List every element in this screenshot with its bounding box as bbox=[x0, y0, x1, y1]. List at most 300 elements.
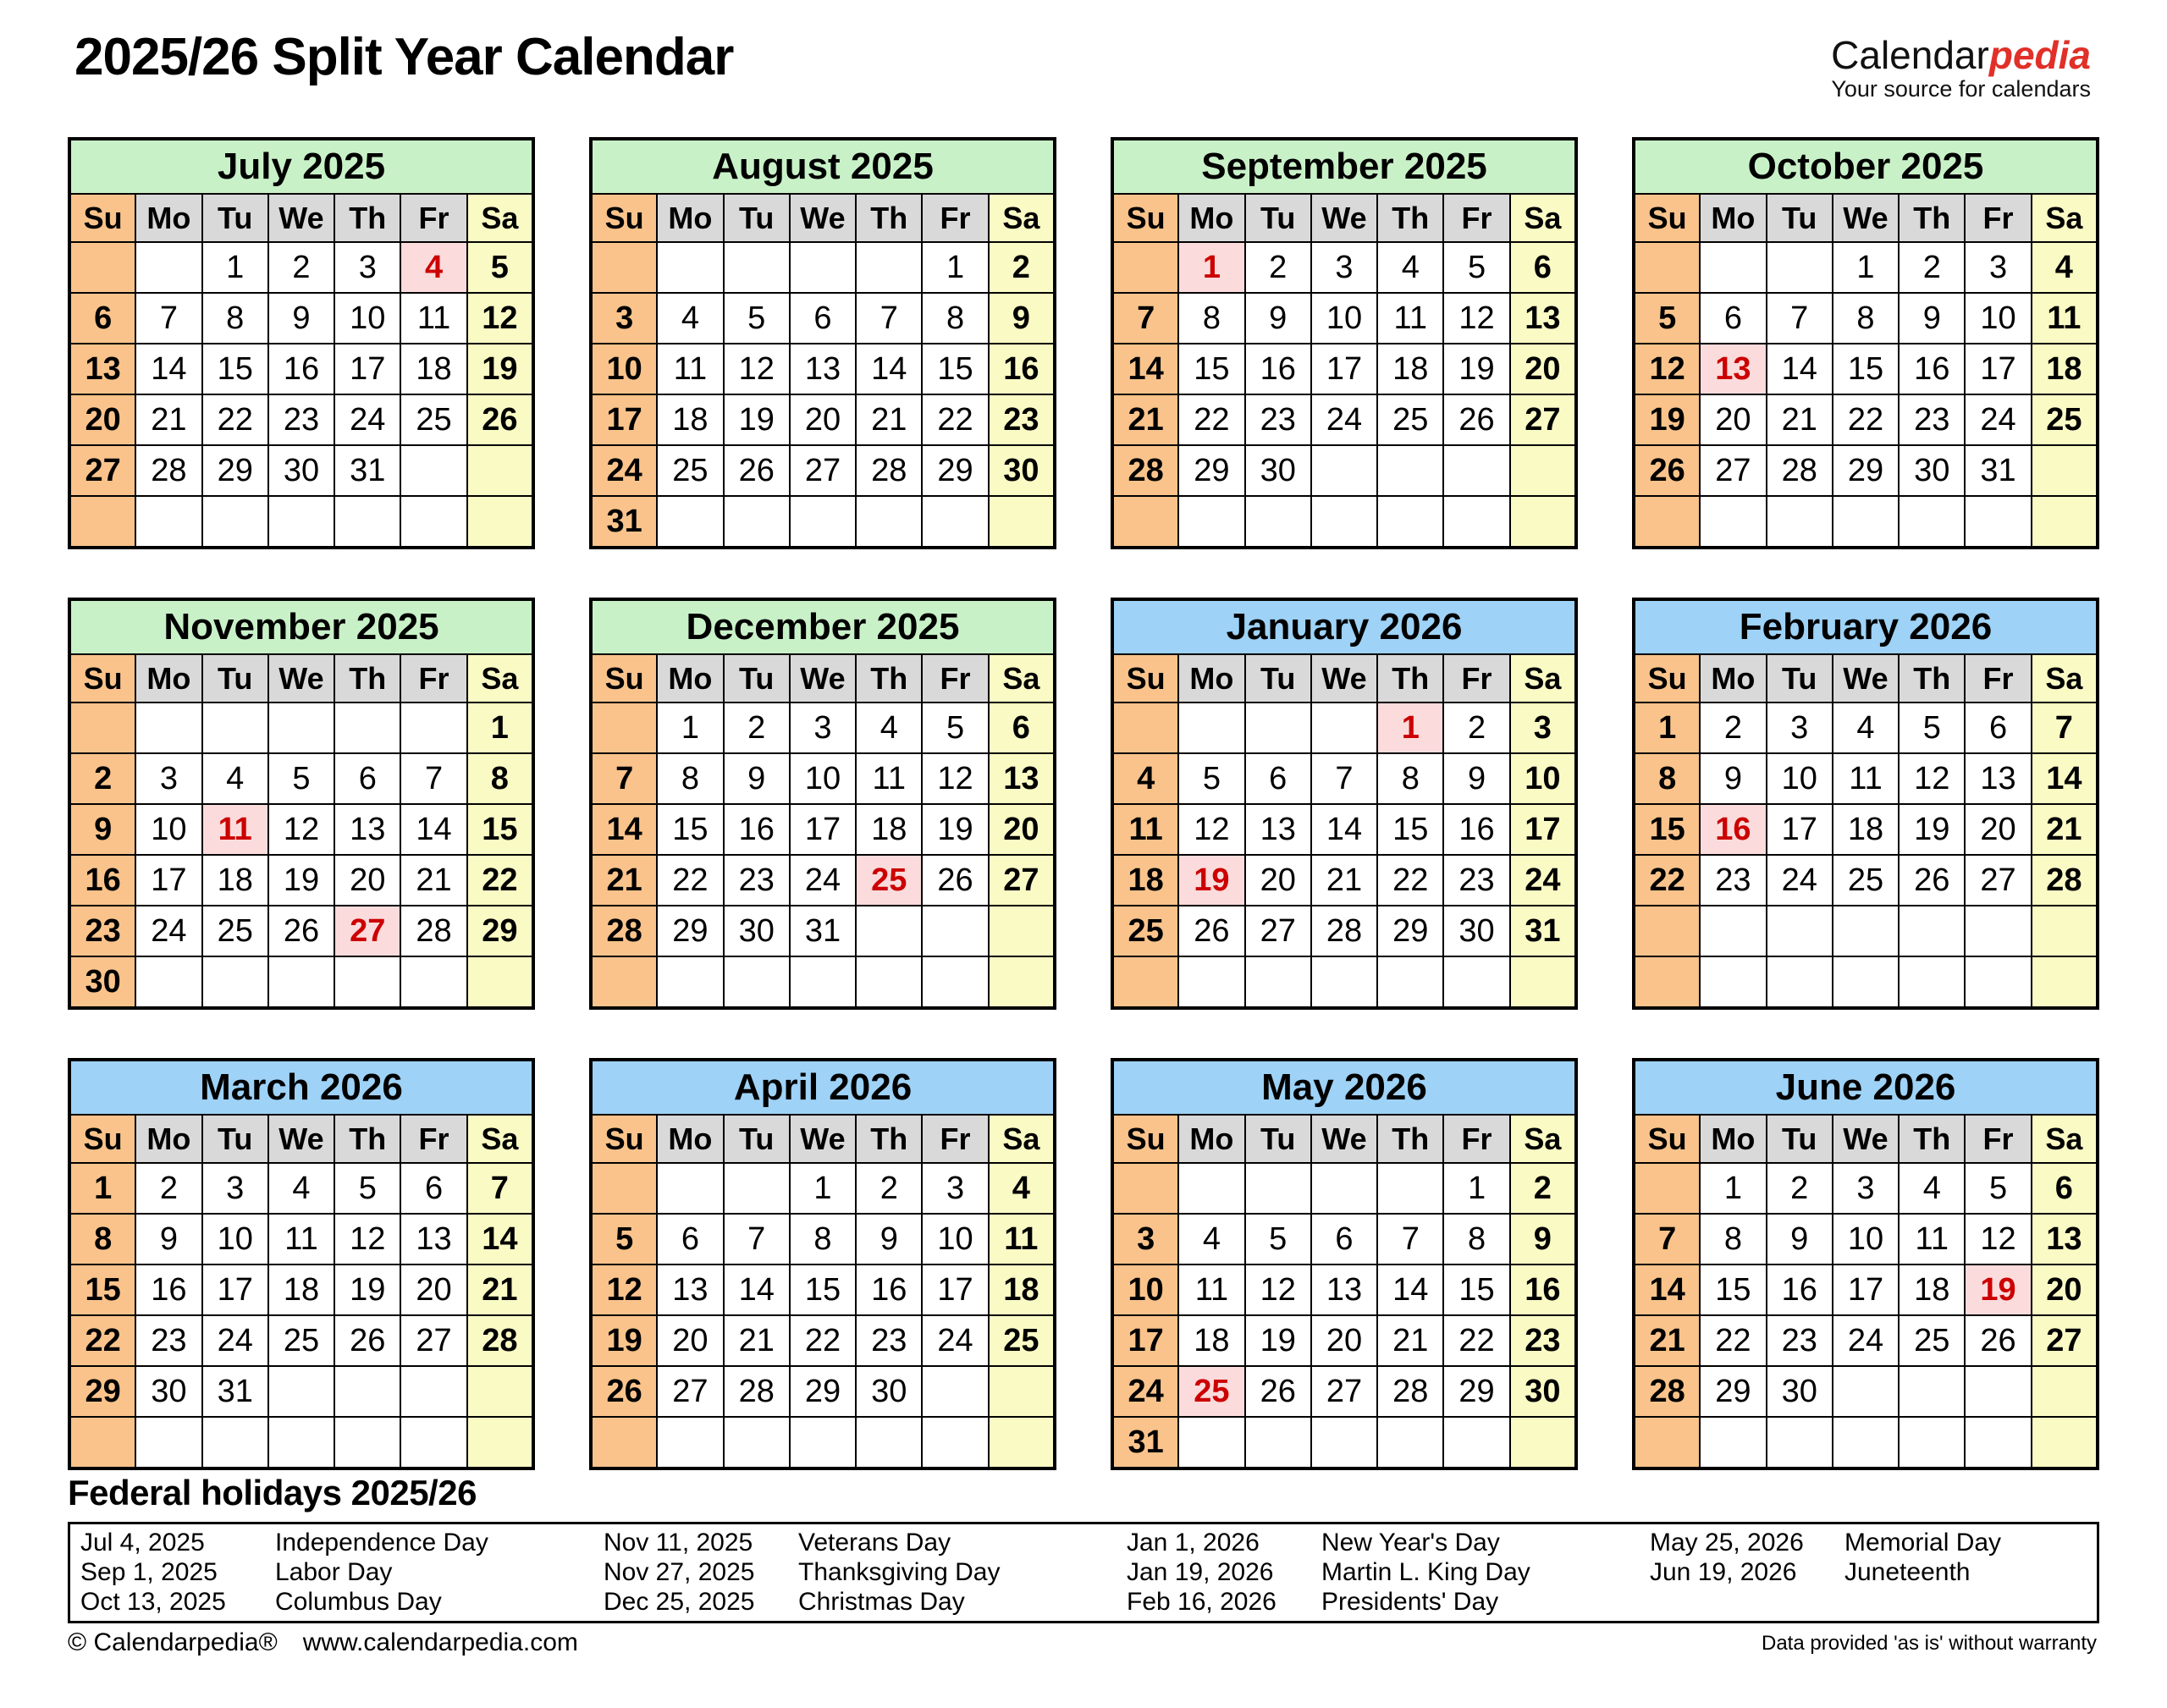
week-row bbox=[1634, 1264, 2098, 1315]
day-cell: 11 bbox=[1377, 293, 1443, 344]
empty-day-cell bbox=[400, 496, 466, 548]
empty-day-cell bbox=[2032, 956, 2098, 1008]
day-header-sa: Sa bbox=[2032, 654, 2098, 702]
empty-day-cell bbox=[202, 956, 268, 1008]
day-cell: 25 bbox=[2032, 394, 2098, 445]
day-cell: 14 bbox=[591, 804, 657, 855]
day-cell: 2 bbox=[989, 242, 1055, 293]
day-cell: 25 bbox=[1899, 1315, 1965, 1366]
empty-day-cell bbox=[1767, 956, 1833, 1008]
day-header-th: Th bbox=[1377, 194, 1443, 242]
empty-day-cell bbox=[2032, 496, 2098, 548]
month-title: July 2025 bbox=[69, 139, 533, 194]
day-cell: 1 bbox=[1377, 702, 1443, 753]
day-cell: 26 bbox=[1245, 1366, 1311, 1417]
week-row bbox=[591, 1214, 1055, 1264]
empty-day-cell bbox=[1245, 1417, 1311, 1468]
day-cell: 15 bbox=[1377, 804, 1443, 855]
day-cell: 3 bbox=[202, 1163, 268, 1214]
day-cell: 4 bbox=[1178, 1214, 1244, 1264]
day-cell: 25 bbox=[989, 1315, 1055, 1366]
empty-day-cell bbox=[1377, 1163, 1443, 1214]
empty-day-cell bbox=[1833, 956, 1899, 1008]
day-header-mo: Mo bbox=[657, 654, 723, 702]
day-cell: 17 bbox=[922, 1264, 988, 1315]
day-cell: 12 bbox=[922, 753, 988, 804]
day-cell: 17 bbox=[1311, 344, 1377, 394]
week-row bbox=[69, 394, 533, 445]
week-row bbox=[69, 445, 533, 496]
day-cell: 24 bbox=[790, 855, 856, 906]
day-cell: 7 bbox=[2032, 702, 2098, 753]
empty-day-cell bbox=[1965, 1366, 2031, 1417]
day-cell: 27 bbox=[1245, 906, 1311, 956]
day-cell: 22 bbox=[657, 855, 723, 906]
week-row bbox=[1634, 344, 2098, 394]
day-cell: 26 bbox=[1899, 855, 1965, 906]
empty-day-cell bbox=[1443, 445, 1509, 496]
empty-day-cell bbox=[268, 496, 334, 548]
day-cell: 18 bbox=[1833, 804, 1899, 855]
day-header-su: Su bbox=[591, 1115, 657, 1163]
day-cell: 29 bbox=[790, 1366, 856, 1417]
day-cell: 10 bbox=[334, 293, 400, 344]
day-cell: 9 bbox=[1245, 293, 1311, 344]
day-cell: 8 bbox=[202, 293, 268, 344]
day-header-row bbox=[1112, 194, 1576, 242]
day-cell: 15 bbox=[922, 344, 988, 394]
empty-day-cell bbox=[1767, 1417, 1833, 1468]
empty-day-cell bbox=[856, 956, 922, 1008]
empty-day-cell bbox=[591, 956, 657, 1008]
empty-day-cell bbox=[790, 956, 856, 1008]
day-cell: 4 bbox=[2032, 242, 2098, 293]
day-cell: 28 bbox=[1377, 1366, 1443, 1417]
day-cell: 24 bbox=[591, 445, 657, 496]
day-cell: 31 bbox=[1965, 445, 2031, 496]
day-cell: 2 bbox=[1767, 1163, 1833, 1214]
day-cell: 30 bbox=[268, 445, 334, 496]
empty-day-cell bbox=[334, 496, 400, 548]
day-cell: 29 bbox=[922, 445, 988, 496]
empty-day-cell bbox=[989, 906, 1055, 956]
day-cell: 18 bbox=[1377, 344, 1443, 394]
day-cell: 5 bbox=[922, 702, 988, 753]
empty-day-cell bbox=[724, 1163, 790, 1214]
day-cell: 3 bbox=[1965, 242, 2031, 293]
day-cell: 23 bbox=[724, 855, 790, 906]
day-cell: 20 bbox=[69, 394, 135, 445]
empty-day-cell bbox=[1634, 496, 1700, 548]
day-header-mo: Mo bbox=[135, 1115, 201, 1163]
day-header-sa: Sa bbox=[2032, 1115, 2098, 1163]
day-cell: 6 bbox=[989, 702, 1055, 753]
month-calendar bbox=[68, 1058, 535, 1470]
day-header-su: Su bbox=[69, 654, 135, 702]
day-cell: 30 bbox=[856, 1366, 922, 1417]
empty-day-cell bbox=[989, 496, 1055, 548]
day-cell: 15 bbox=[202, 344, 268, 394]
day-cell: 8 bbox=[1634, 753, 1700, 804]
day-header-mo: Mo bbox=[135, 654, 201, 702]
months-grid bbox=[68, 137, 2099, 1470]
day-header-sa: Sa bbox=[989, 194, 1055, 242]
day-cell: 30 bbox=[1245, 445, 1311, 496]
week-row bbox=[1634, 956, 2098, 1008]
empty-day-cell bbox=[334, 956, 400, 1008]
day-cell: 16 bbox=[856, 1264, 922, 1315]
day-cell: 2 bbox=[724, 702, 790, 753]
empty-day-cell bbox=[268, 1417, 334, 1468]
day-cell: 31 bbox=[202, 1366, 268, 1417]
day-cell: 24 bbox=[1510, 855, 1576, 906]
day-header-tu: Tu bbox=[724, 654, 790, 702]
day-cell: 30 bbox=[1443, 906, 1509, 956]
week-row bbox=[69, 702, 533, 753]
empty-day-cell bbox=[1443, 956, 1509, 1008]
holiday-date: Oct 13, 2025 bbox=[80, 1588, 226, 1617]
holiday-date: May 25, 2026 bbox=[1650, 1528, 1804, 1556]
empty-day-cell bbox=[1178, 1163, 1244, 1214]
empty-day-cell bbox=[591, 1163, 657, 1214]
day-cell: 19 bbox=[334, 1264, 400, 1315]
day-header-we: We bbox=[790, 654, 856, 702]
empty-day-cell bbox=[2032, 1366, 2098, 1417]
empty-day-cell bbox=[2032, 1417, 2098, 1468]
day-header-su: Su bbox=[1112, 654, 1178, 702]
empty-day-cell bbox=[922, 496, 988, 548]
day-cell: 1 bbox=[467, 702, 533, 753]
month-calendar bbox=[1111, 598, 1578, 1010]
day-cell: 21 bbox=[135, 394, 201, 445]
month-title: November 2025 bbox=[69, 599, 533, 654]
day-cell: 9 bbox=[1767, 1214, 1833, 1264]
empty-day-cell bbox=[1634, 906, 1700, 956]
day-cell: 16 bbox=[1510, 1264, 1576, 1315]
day-cell: 11 bbox=[1178, 1264, 1244, 1315]
day-cell: 17 bbox=[202, 1264, 268, 1315]
empty-day-cell bbox=[856, 496, 922, 548]
day-cell: 18 bbox=[856, 804, 922, 855]
day-cell: 6 bbox=[2032, 1163, 2098, 1214]
day-cell: 27 bbox=[69, 445, 135, 496]
day-header-fr: Fr bbox=[1965, 194, 2031, 242]
empty-day-cell bbox=[268, 1366, 334, 1417]
day-cell: 14 bbox=[724, 1264, 790, 1315]
week-row bbox=[591, 804, 1055, 855]
day-header-su: Su bbox=[69, 194, 135, 242]
day-cell: 12 bbox=[1245, 1264, 1311, 1315]
day-header-mo: Mo bbox=[1700, 194, 1766, 242]
empty-day-cell bbox=[467, 1366, 533, 1417]
day-header-we: We bbox=[790, 1115, 856, 1163]
footer-disclaimer: Data provided 'as is' without warranty bbox=[1761, 1632, 2097, 1655]
week-row bbox=[591, 753, 1055, 804]
day-header-tu: Tu bbox=[202, 1115, 268, 1163]
week-row bbox=[591, 855, 1055, 906]
month-calendar bbox=[68, 137, 535, 549]
day-cell: 8 bbox=[69, 1214, 135, 1264]
week-row bbox=[1112, 855, 1576, 906]
holiday-name: Martin L. King Day bbox=[1321, 1557, 1530, 1586]
week-row bbox=[591, 394, 1055, 445]
week-row bbox=[69, 1163, 533, 1214]
week-row bbox=[591, 1366, 1055, 1417]
day-cell: 11 bbox=[657, 344, 723, 394]
week-row bbox=[69, 1366, 533, 1417]
day-header-su: Su bbox=[1112, 1115, 1178, 1163]
day-header-row bbox=[1634, 1115, 2098, 1163]
day-cell: 20 bbox=[989, 804, 1055, 855]
holiday-name: Labor Day bbox=[275, 1557, 393, 1586]
day-cell: 14 bbox=[2032, 753, 2098, 804]
day-cell: 16 bbox=[1899, 344, 1965, 394]
day-header-su: Su bbox=[1634, 1115, 1700, 1163]
day-cell: 25 bbox=[202, 906, 268, 956]
day-cell: 14 bbox=[1767, 344, 1833, 394]
week-row bbox=[1112, 344, 1576, 394]
day-cell: 29 bbox=[1377, 906, 1443, 956]
day-header-mo: Mo bbox=[657, 1115, 723, 1163]
week-row bbox=[1634, 1417, 2098, 1468]
day-header-tu: Tu bbox=[202, 654, 268, 702]
month-title: December 2025 bbox=[591, 599, 1055, 654]
empty-day-cell bbox=[1178, 702, 1244, 753]
empty-day-cell bbox=[1245, 702, 1311, 753]
day-header-su: Su bbox=[591, 194, 657, 242]
day-cell: 14 bbox=[1112, 344, 1178, 394]
day-cell: 1 bbox=[657, 702, 723, 753]
day-cell: 21 bbox=[1377, 1315, 1443, 1366]
day-cell: 5 bbox=[1634, 293, 1700, 344]
day-cell: 22 bbox=[1634, 855, 1700, 906]
day-cell: 11 bbox=[989, 1214, 1055, 1264]
holiday-date: Jul 4, 2025 bbox=[80, 1528, 205, 1556]
day-cell: 19 bbox=[1899, 804, 1965, 855]
day-header-tu: Tu bbox=[202, 194, 268, 242]
day-cell: 26 bbox=[1178, 906, 1244, 956]
day-cell: 20 bbox=[1245, 855, 1311, 906]
day-cell: 1 bbox=[202, 242, 268, 293]
day-cell: 20 bbox=[2032, 1264, 2098, 1315]
day-cell: 2 bbox=[856, 1163, 922, 1214]
day-cell: 13 bbox=[2032, 1214, 2098, 1264]
empty-day-cell bbox=[657, 956, 723, 1008]
day-cell: 14 bbox=[467, 1214, 533, 1264]
day-cell: 25 bbox=[1112, 906, 1178, 956]
day-cell: 31 bbox=[1112, 1417, 1178, 1468]
month-title: March 2026 bbox=[69, 1060, 533, 1115]
day-cell: 17 bbox=[1510, 804, 1576, 855]
empty-day-cell bbox=[856, 242, 922, 293]
day-cell: 15 bbox=[69, 1264, 135, 1315]
day-cell: 30 bbox=[1510, 1366, 1576, 1417]
empty-day-cell bbox=[1112, 956, 1178, 1008]
holiday-name: Veterans Day bbox=[798, 1528, 951, 1556]
day-header-mo: Mo bbox=[135, 194, 201, 242]
day-cell: 9 bbox=[135, 1214, 201, 1264]
day-cell: 20 bbox=[790, 394, 856, 445]
day-cell: 8 bbox=[1178, 293, 1244, 344]
day-header-we: We bbox=[1311, 194, 1377, 242]
day-cell: 19 bbox=[1965, 1264, 2031, 1315]
day-cell: 17 bbox=[591, 394, 657, 445]
day-cell: 15 bbox=[1634, 804, 1700, 855]
day-header-mo: Mo bbox=[1178, 194, 1244, 242]
day-cell: 30 bbox=[1899, 445, 1965, 496]
day-cell: 4 bbox=[1899, 1163, 1965, 1214]
day-cell: 24 bbox=[202, 1315, 268, 1366]
day-cell: 24 bbox=[1965, 394, 2031, 445]
empty-day-cell bbox=[1311, 956, 1377, 1008]
empty-day-cell bbox=[400, 702, 466, 753]
day-cell: 8 bbox=[467, 753, 533, 804]
day-cell: 8 bbox=[1443, 1214, 1509, 1264]
day-cell: 5 bbox=[268, 753, 334, 804]
empty-day-cell bbox=[400, 1366, 466, 1417]
day-cell: 23 bbox=[1767, 1315, 1833, 1366]
week-row bbox=[1112, 906, 1576, 956]
week-row bbox=[69, 855, 533, 906]
empty-day-cell bbox=[1112, 702, 1178, 753]
day-cell: 29 bbox=[1833, 445, 1899, 496]
day-cell: 21 bbox=[400, 855, 466, 906]
day-cell: 28 bbox=[467, 1315, 533, 1366]
day-cell: 11 bbox=[2032, 293, 2098, 344]
day-cell: 12 bbox=[334, 1214, 400, 1264]
day-cell: 13 bbox=[1700, 344, 1766, 394]
empty-day-cell bbox=[1965, 1417, 2031, 1468]
empty-day-cell bbox=[1899, 906, 1965, 956]
footer-copyright bbox=[68, 1628, 578, 1657]
day-cell: 13 bbox=[1510, 293, 1576, 344]
holiday-date: Jun 19, 2026 bbox=[1650, 1557, 1797, 1586]
week-row bbox=[69, 906, 533, 956]
day-header-su: Su bbox=[1634, 194, 1700, 242]
day-cell: 25 bbox=[1833, 855, 1899, 906]
day-header-we: We bbox=[1311, 1115, 1377, 1163]
day-cell: 10 bbox=[591, 344, 657, 394]
day-cell: 10 bbox=[202, 1214, 268, 1264]
week-row bbox=[1634, 496, 2098, 548]
week-row bbox=[591, 1163, 1055, 1214]
week-row bbox=[1112, 956, 1576, 1008]
day-header-we: We bbox=[790, 194, 856, 242]
day-cell: 30 bbox=[724, 906, 790, 956]
holiday-name: Independence Day bbox=[275, 1528, 488, 1556]
day-cell: 24 bbox=[922, 1315, 988, 1366]
day-cell: 21 bbox=[2032, 804, 2098, 855]
day-cell: 4 bbox=[856, 702, 922, 753]
empty-day-cell bbox=[400, 1417, 466, 1468]
day-header-tu: Tu bbox=[1245, 654, 1311, 702]
week-row bbox=[69, 242, 533, 293]
day-header-mo: Mo bbox=[1178, 1115, 1244, 1163]
empty-day-cell bbox=[724, 242, 790, 293]
empty-day-cell bbox=[69, 496, 135, 548]
day-header-row bbox=[1112, 1115, 1576, 1163]
empty-day-cell bbox=[1311, 1163, 1377, 1214]
empty-day-cell bbox=[591, 242, 657, 293]
day-cell: 14 bbox=[135, 344, 201, 394]
empty-day-cell bbox=[790, 496, 856, 548]
empty-day-cell bbox=[2032, 445, 2098, 496]
day-cell: 15 bbox=[657, 804, 723, 855]
day-cell: 26 bbox=[1634, 445, 1700, 496]
day-cell: 11 bbox=[1112, 804, 1178, 855]
day-cell: 7 bbox=[1112, 293, 1178, 344]
day-cell: 23 bbox=[856, 1315, 922, 1366]
day-header-th: Th bbox=[856, 1115, 922, 1163]
day-cell: 19 bbox=[268, 855, 334, 906]
week-row bbox=[1634, 753, 2098, 804]
day-cell: 22 bbox=[1178, 394, 1244, 445]
day-cell: 27 bbox=[989, 855, 1055, 906]
day-cell: 10 bbox=[790, 753, 856, 804]
day-cell: 12 bbox=[1443, 293, 1509, 344]
day-cell: 3 bbox=[1311, 242, 1377, 293]
day-cell: 1 bbox=[1700, 1163, 1766, 1214]
day-cell: 19 bbox=[724, 394, 790, 445]
empty-day-cell bbox=[202, 1417, 268, 1468]
day-cell: 18 bbox=[2032, 344, 2098, 394]
empty-day-cell bbox=[1899, 1417, 1965, 1468]
empty-day-cell bbox=[135, 1417, 201, 1468]
week-row bbox=[1634, 1315, 2098, 1366]
day-cell: 21 bbox=[1634, 1315, 1700, 1366]
day-cell: 31 bbox=[591, 496, 657, 548]
day-header-fr: Fr bbox=[400, 194, 466, 242]
empty-day-cell bbox=[1700, 906, 1766, 956]
day-cell: 23 bbox=[268, 394, 334, 445]
day-cell: 22 bbox=[1833, 394, 1899, 445]
day-header-su: Su bbox=[1634, 654, 1700, 702]
day-cell: 10 bbox=[1833, 1214, 1899, 1264]
day-cell: 19 bbox=[591, 1315, 657, 1366]
empty-day-cell bbox=[1899, 1366, 1965, 1417]
day-cell: 21 bbox=[1311, 855, 1377, 906]
day-header-we: We bbox=[1833, 654, 1899, 702]
empty-day-cell bbox=[1311, 445, 1377, 496]
day-cell: 27 bbox=[657, 1366, 723, 1417]
day-cell: 22 bbox=[202, 394, 268, 445]
empty-day-cell bbox=[989, 1417, 1055, 1468]
day-cell: 16 bbox=[1245, 344, 1311, 394]
week-row bbox=[1634, 906, 2098, 956]
day-header-sa: Sa bbox=[467, 1115, 533, 1163]
day-cell: 14 bbox=[856, 344, 922, 394]
empty-day-cell bbox=[922, 1366, 988, 1417]
week-row bbox=[1634, 1163, 2098, 1214]
empty-day-cell bbox=[1178, 956, 1244, 1008]
day-cell: 1 bbox=[922, 242, 988, 293]
website-link[interactable]: www.calendarpedia.com bbox=[302, 1628, 578, 1656]
day-cell: 1 bbox=[1178, 242, 1244, 293]
day-cell: 23 bbox=[135, 1315, 201, 1366]
holiday-date: Nov 11, 2025 bbox=[604, 1528, 753, 1556]
day-cell: 6 bbox=[334, 753, 400, 804]
week-row bbox=[69, 1264, 533, 1315]
day-cell: 22 bbox=[922, 394, 988, 445]
day-cell: 5 bbox=[1443, 242, 1509, 293]
day-header-sa: Sa bbox=[467, 194, 533, 242]
day-cell: 13 bbox=[989, 753, 1055, 804]
day-header-row bbox=[591, 654, 1055, 702]
day-cell: 9 bbox=[1700, 753, 1766, 804]
empty-day-cell bbox=[989, 1366, 1055, 1417]
day-cell: 24 bbox=[135, 906, 201, 956]
day-cell: 26 bbox=[268, 906, 334, 956]
